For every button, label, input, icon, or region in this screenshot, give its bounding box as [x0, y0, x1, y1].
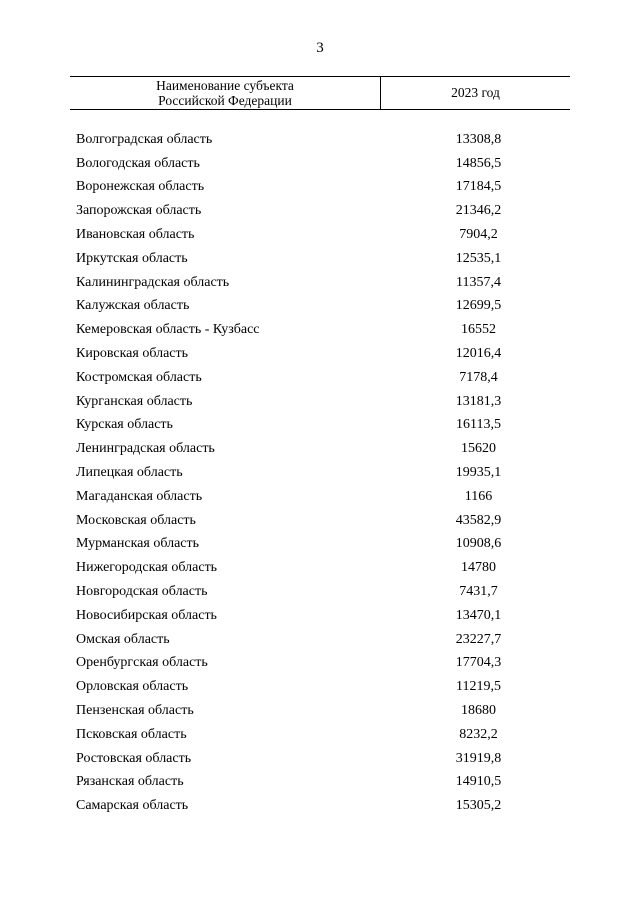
region-name-cell: Мурманская область [76, 536, 200, 552]
table-row [76, 771, 570, 795]
value-cell: 13181,3 [455, 393, 502, 409]
table-row [76, 152, 570, 176]
region-name-cell: Оренбургская область [76, 655, 208, 671]
table-row [76, 485, 570, 509]
table-row [76, 128, 570, 152]
value-cell: 12016,4 [455, 346, 502, 362]
column-header-region-line1: Наименование субъекта [156, 78, 294, 93]
region-name-cell: Псковская область [76, 726, 187, 742]
table-row [76, 390, 570, 414]
region-name-cell: Запорожская область [76, 203, 202, 219]
value-cell: 11357,4 [456, 274, 501, 290]
table-row [76, 509, 570, 533]
table-row [76, 342, 570, 366]
value-cell: 18680 [461, 703, 496, 719]
region-name-cell: Ростовская область [76, 750, 192, 766]
table-row [76, 414, 570, 438]
table-row [76, 271, 570, 295]
table-row [76, 794, 570, 818]
value-cell: 7431,7 [459, 584, 498, 600]
value-cell: 1166 [464, 488, 493, 504]
region-name-cell: Нижегородская область [76, 560, 218, 576]
table-row [76, 628, 570, 652]
value-cell: 17704,3 [455, 655, 502, 671]
table-header [70, 76, 570, 110]
region-name-cell: Вологодская область [76, 155, 200, 171]
value-cell: 23227,7 [455, 631, 502, 647]
value-cell: 17184,5 [455, 179, 502, 195]
value-cell: 11219,5 [456, 679, 501, 695]
table-row [76, 437, 570, 461]
table-row [76, 747, 570, 771]
value-cell: 31919,8 [455, 750, 502, 766]
table-row [76, 176, 570, 200]
region-name-cell: Липецкая область [76, 465, 183, 481]
value-cell: 43582,9 [455, 512, 502, 528]
data-table [70, 76, 570, 814]
region-name-cell: Омская область [76, 631, 170, 647]
column-header-region-line2: Российской Федерации [158, 93, 292, 108]
value-cell: 15620 [461, 441, 496, 457]
value-cell: 12699,5 [455, 298, 502, 314]
table-body [76, 128, 570, 818]
region-name-cell: Волгоградская область [76, 131, 213, 147]
value-cell: 8232,2 [459, 726, 498, 742]
table-row [76, 318, 570, 342]
table-row [76, 556, 570, 580]
column-header-region [70, 77, 381, 109]
table-row [76, 223, 570, 247]
value-cell: 19935,1 [455, 465, 502, 481]
value-cell: 7178,4 [459, 369, 498, 385]
region-name-cell: Ленинградская область [76, 441, 215, 457]
region-name-cell: Магаданская область [76, 488, 203, 504]
region-name-cell: Кемеровская область - Кузбасс [76, 322, 260, 338]
table-row [76, 247, 570, 271]
region-name-cell: Орловская область [76, 679, 189, 695]
table-row [76, 461, 570, 485]
value-cell: 14856,5 [455, 155, 502, 171]
table-row [76, 533, 570, 557]
value-cell: 16552 [461, 322, 496, 338]
region-name-cell: Ивановская область [76, 227, 195, 243]
value-cell: 7904,2 [459, 227, 498, 243]
region-name-cell: Новосибирская область [76, 607, 217, 623]
value-cell: 12535,1 [455, 250, 502, 266]
value-cell: 13308,8 [455, 131, 502, 147]
table-row [76, 675, 570, 699]
value-cell: 14910,5 [455, 774, 502, 790]
region-name-cell: Костромская область [76, 369, 202, 385]
page-number: 3 [316, 40, 324, 56]
value-cell: 15305,2 [455, 798, 502, 814]
region-name-cell: Курганская область [76, 393, 193, 409]
table-row [76, 295, 570, 319]
region-name-cell: Кировская область [76, 346, 189, 362]
value-cell: 21346,2 [455, 203, 502, 219]
region-name-cell: Курская область [76, 417, 173, 433]
region-name-cell: Рязанская область [76, 774, 184, 790]
table-row [76, 723, 570, 747]
table-row [76, 366, 570, 390]
region-name-cell: Московская область [76, 512, 196, 528]
region-name-cell: Самарская область [76, 798, 189, 814]
table-row [76, 652, 570, 676]
table-row [76, 199, 570, 223]
region-name-cell: Новгородская область [76, 584, 208, 600]
table-row [76, 699, 570, 723]
region-name-cell: Пензенская область [76, 703, 194, 719]
table-row [76, 580, 570, 604]
region-name-cell: Иркутская область [76, 250, 188, 266]
table-row [76, 604, 570, 628]
value-cell: 16113,5 [456, 417, 501, 433]
value-cell: 13470,1 [455, 607, 502, 623]
region-name-cell: Воронежская область [76, 179, 205, 195]
column-header-year: 2023 год [451, 85, 500, 100]
region-name-cell: Калининградская область [76, 274, 230, 290]
value-cell: 10908,6 [455, 536, 502, 552]
region-name-cell: Калужская область [76, 298, 190, 314]
value-cell: 14780 [461, 560, 496, 576]
